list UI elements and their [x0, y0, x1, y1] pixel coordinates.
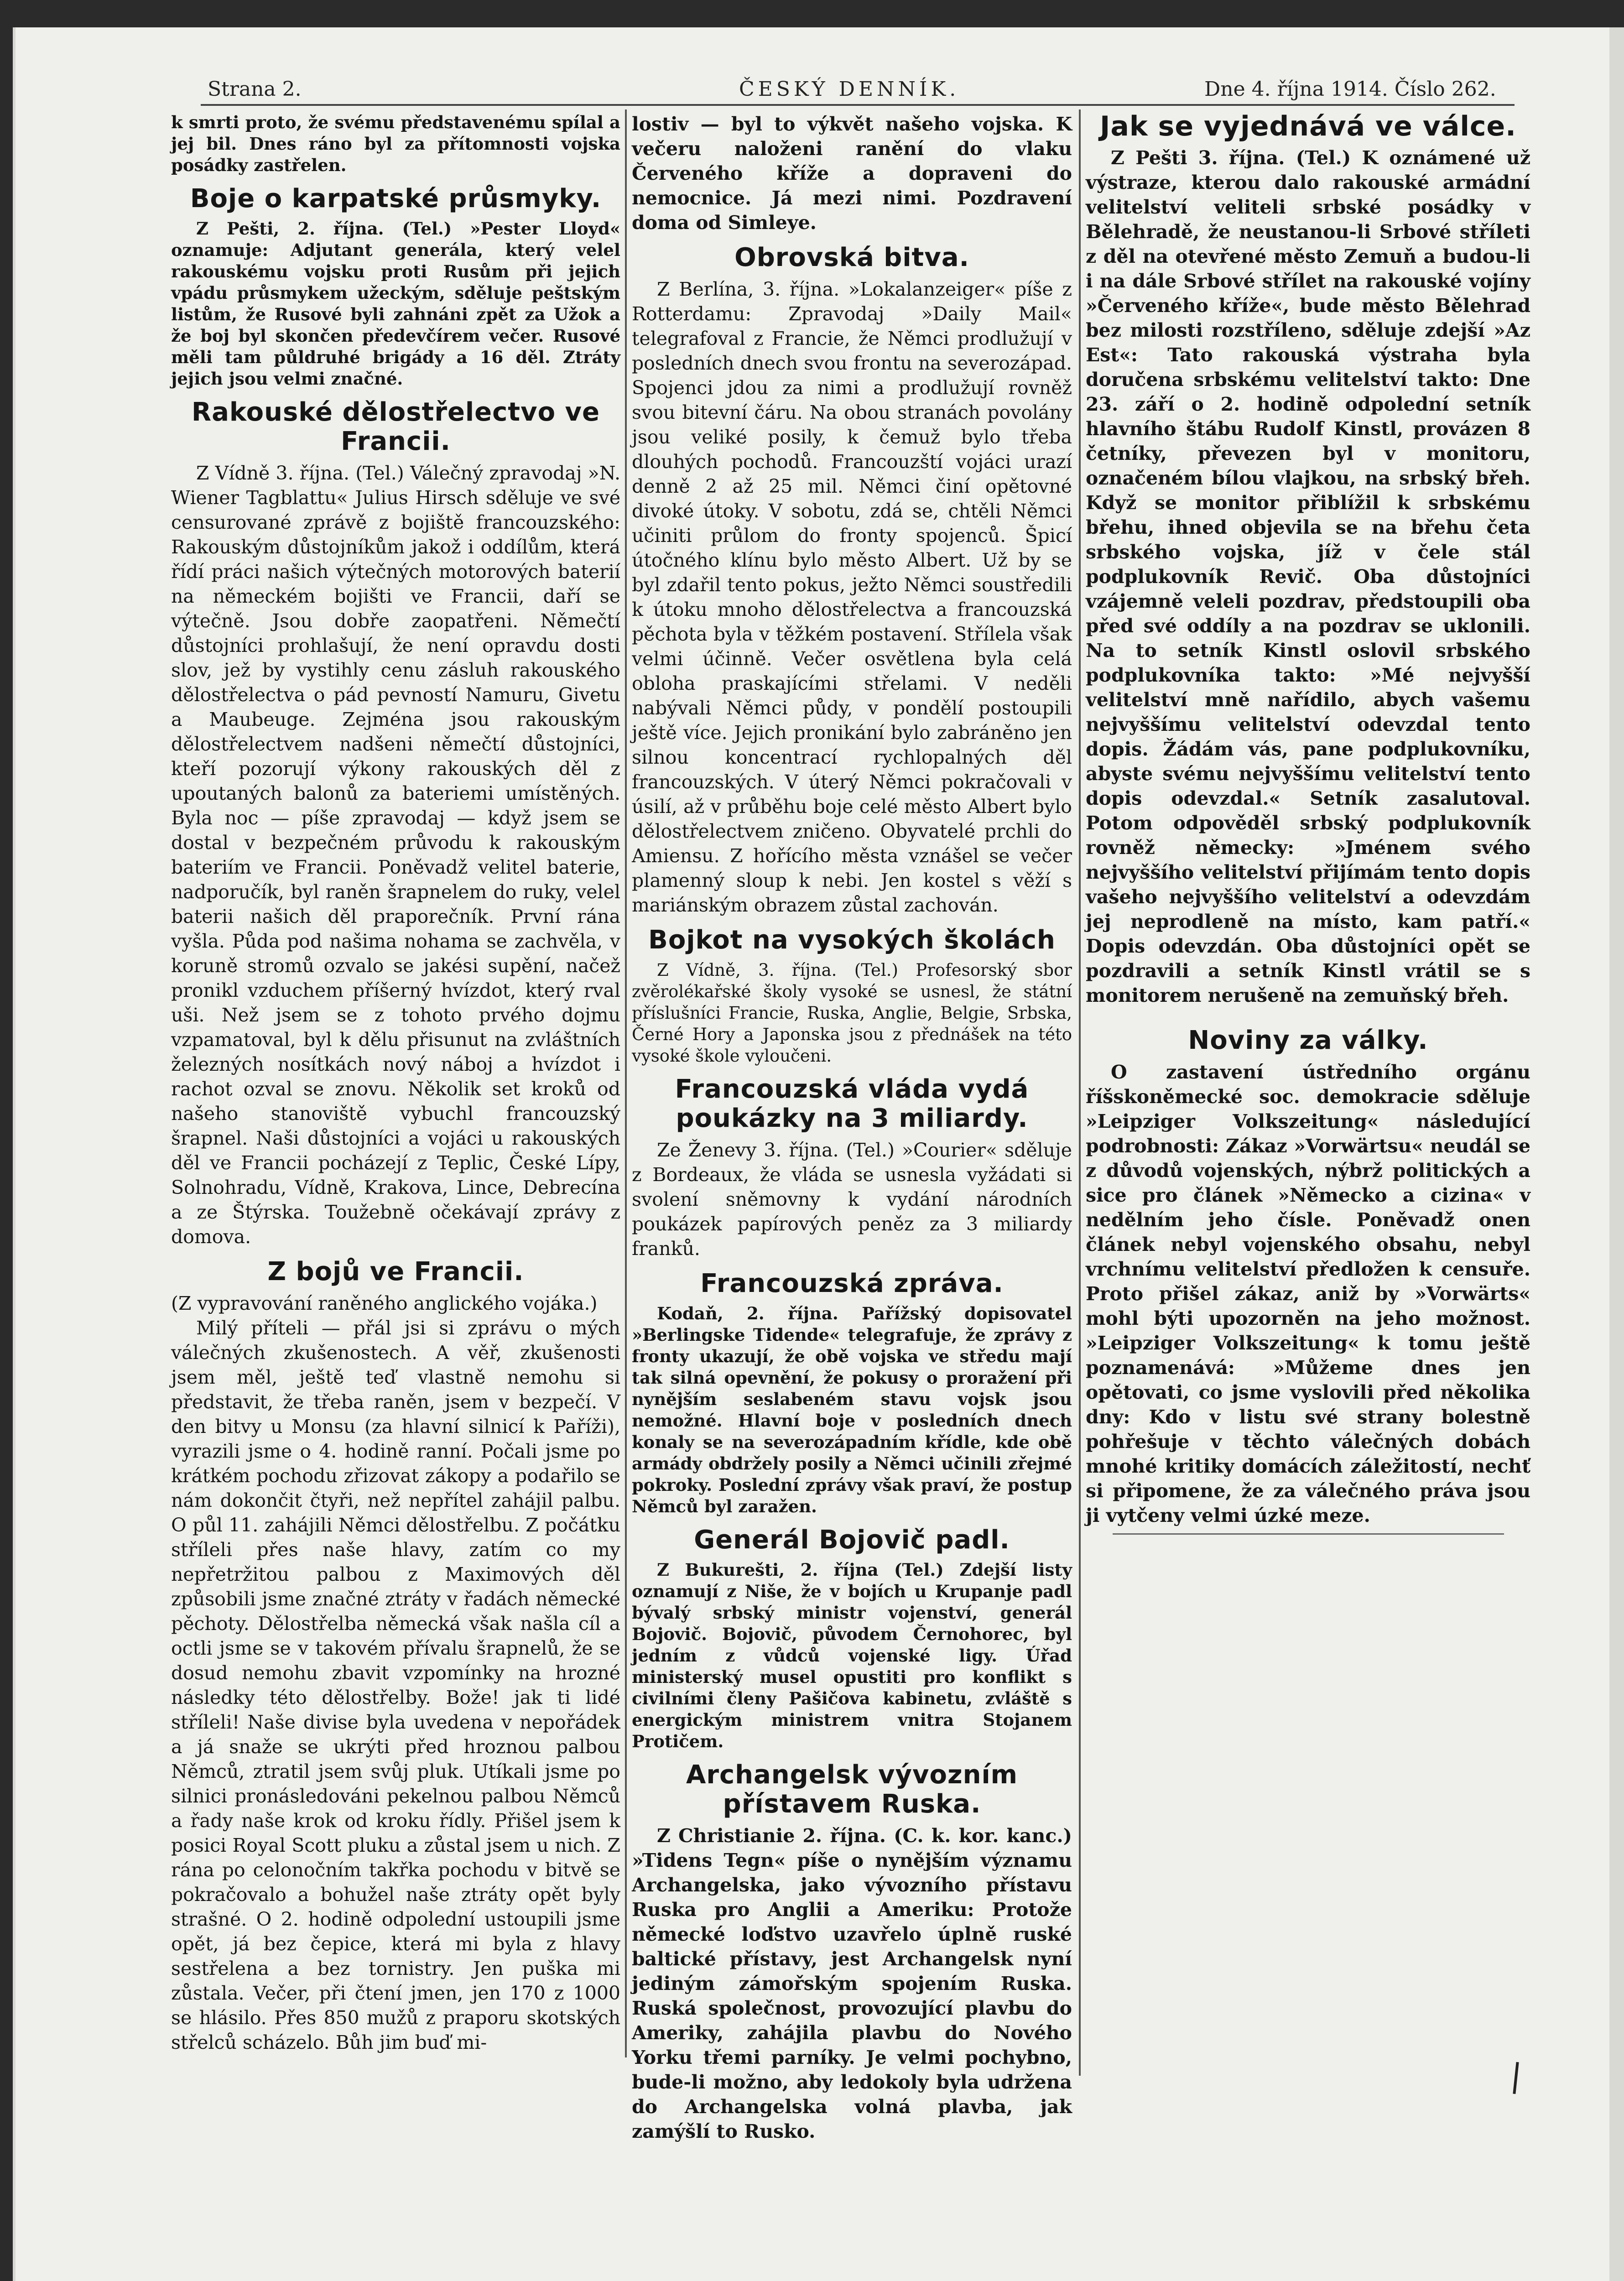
headline: Noviny za války.: [1188, 1026, 1428, 1055]
headline: Archangelsk vývozním přístavem Ruska.: [686, 1760, 1018, 1819]
article-text: Kodaň, 2. října. Pařížský dopisovatel »Berlingske Tidende« telegrafuje, že zprávy z fronty ukazují, že obě vojska ve středu mají tak silná opevnění, že pokusy o proražení při nynějším seslabeném stavu vojsk jsou nemožné. Hlavní boje v posledních dnech konaly se na severozápadním křídle, kde obě armády obdržely posily a Němci učinili zřejmé pokroky. Poslední zprávy však praví, že postup Němců byl zaražen.: [632, 1303, 1072, 1516]
article-text: Z Pešti, 2. října. (Tel.) »Pester Lloyd« oznamuje: Adjutant generála, který velel rakouskému vojsku proti Rusům při jejich vpádu průsmykem užeckým, sděluje peštským listům, že Rusové byli zahnáni zpět za Užok a že boj byl skončen předevčírem večer. Rusové měli tam půldruhé brigády a 16 děl. Ztráty jejich jsou velmi značné.: [171, 219, 620, 389]
column-2: [632, 112, 1072, 2144]
header-rule: [201, 104, 1515, 106]
headline: Boje o karpatské průsmyky.: [190, 184, 602, 214]
column-divider: [625, 109, 627, 2057]
column-1: [171, 112, 620, 2055]
article-end-rule: [1113, 1533, 1504, 1535]
page-edge: [1609, 27, 1624, 2281]
article-text: Z Berlína, 3. října. »Lokalanzeiger« píše z Rotterdamu: Zpravodaj »Daily Mail« telegrafoval z Francie, že Němci prodlužují v posledních dnech svou frontu na severozápad. Spojenci jdou za nimi a prodlužují rovněž svou bitevní čáru. Na obou stranách povolány jsou veliké posily, k čemuž bylo třeba dlouhých pochodů. Francouzští vojáci urazí denně 2 až 25 mil. Němci činí opětovné divoké útoky. V sobotu, zdá se, chtěli Němci učiniti průlom do fronty spojenců. Špicí útočného klínu bylo město Albert. Už by se byl zdařil tento pokus, ježto Němci soustředili k útoku mnoho dělostřelectva a francouzská pěchota byla v těžkém postavení. Střílela však velmi účinně. Večer osvětlena byla celá obloha praskajícími střelami. V neděli nabývali Němci půdy, v pondělí postoupili ještě více. Jejich pronikání bylo zabráněno jen silnou koncentrací rychlopalných děl francouzských. V úterý Němci pokračovali v úsilí, až v průběhu boje celé město Albert bylo dělostřelectvem zničeno. Obyvatelé prchli do Amiensu. Z hořícího města vznášel se večer plamenný sloup k nebi. Jen kostel s věží s mariánským obrazem zůstal zachován.: [632, 278, 1072, 916]
article-text: Milý příteli — přál jsi si zprávu o mých válečných zkušenostech. A věř, zkušenosti jsem měl, ještě teď vlastně nemohu si představit, že třeba raněn, jsem v bezpečí. V den bitvy u Monsu (za hlavní silnicí k Paříži), vyrazili jsme o 4. hodině ranní. Počali jsme po krátkém pochodu zřizovat zákopy a podařilo se nám dokončit čtyři, než nepřítel zahájil palbu. O půl 11. zahájili Němci dělostřelbu. Z počátku stříleli přes naše hlavy, zatím co my nepřetržitou palbou z Maximových děl způsobili jsme značné ztráty v řadách německé pěchoty. Dělostřelba německá však našla cíl a octli jsme se v takovém přívalu šrapnelů, že se dosud nemohu zbavit vzpomínky na hrozné následky této dělostřelby. Bože! jak ti lidé stříleli! Naše divise byla uvedena v nepořádek a já snaže se ukrýti před hroznou palbou Němců, ztratil jsem svůj pluk. Utíkali jsme po silnici pronásledováni pekelnou palbou Němců a řady naše krok od kroku řídly. Přišel jsem k posici Royal Scott pluku a zůstal jsem u nich. Z rána po celonočním takřka pochodu v bitvě se pokračovalo a bohužel naše ztráty opět byly strašné. O 2. hodině odpolední ustoupili jsme opět, já bez čepice, která mi byla z hlavy sestřelena a bez tornistry. Jen puška mi zůstala. Večer, při čtení jmen, jen 170 z 1000 se hlásilo. Přes 850 mužů z praporu skotských střelců scházelo. Bůh jim buď mi-: [171, 1317, 620, 2053]
headline: Francouzská zpráva.: [700, 1269, 1004, 1298]
article-text: Ze Ženevy 3. října. (Tel.) »Courier« sděluje z Bordeaux, že vláda se usnesla vyžádati si svolení sněmovny k vydání národních poukázek papírových peněz za 3 miliardy franků.: [632, 1139, 1072, 1260]
article-text: Z Bukurešti, 2. října (Tel.) Zdejší listy oznamují z Niše, že v bojích u Krupanje padl bývalý srbský ministr vojenství, generál Bojovič. Bojovič, původem Černohorec, byl jedním z vůdců vojenské ligy. Úřad ministerský musel opustiti pro konflikt s civilními členy Pašičova kabinetu, zvláště s energickým ministrem vnitra Stojanem Protičem.: [632, 1560, 1072, 1751]
headline: Z bojů ve Francii.: [267, 1257, 524, 1286]
headline: Obrovská bitva.: [734, 243, 969, 272]
headline: Rakouské dělostřelectvo ve Francii.: [191, 397, 600, 456]
article-text: Z Christianie 2. října. (C. k. kor. kanc.) »Tidens Tegn« píše o nynějším významu Archangelska, jako vývozního přístavu Ruska pro Anglii a Ameriku: Protože německé loďstvo uzavřelo úplně ruské baltické přístavy, jest Archangelsk nyní jediným zámořským spojením Ruska. Ruská společnost, provozující plavbu do Ameriky, zahájila plavbu do Nového Yorku třemi parníky. Je velmi pochybno, bude-li možno, aby ledokoly byla udržena do Archangelska volná plavba, jak zamýšlí to Rusko.: [632, 1825, 1072, 2142]
column-divider: [1079, 109, 1081, 2076]
article-text: Z Pešti 3. října. (Tel.) K oznámené už výstraze, kterou dalo rakouské armádní velitelství veliteli srbské posádky v Bělehradě, že neustanou-li Srbové stříleti z děl na otevřené město Zemuň a budou-li i na dále Srbové střílet na rakouské vojíny »Červeného kříže«, bude město Bělehrad bez milosti rozstříleno, sděluje zdejší »Az Est«: Tato rakouská výstraha byla doručena srbskému velitelství takto: Dne 23. září o 2. hodině odpolední setník hlavního štábu Rudolf Kinstl, provázen 8 četníky, převezen byl v monitoru, označeném bílou vlajkou, na srbský břeh. Když se monitor přiblížil k srbskému břehu, ihned objevila se na břehu četa srbského vojska, jíž v čele stál podplukovník Revič. Oba důstojníci vzájemně veleli pozdrav, předstoupili oba před své oddíly a na pozdrav se uklonili. Na to setník Kinstl oslovil srbského podplukovníka takto: »Mé nejvyšší velitelství mně nařídilo, abych vašemu nejvyššímu velitelství odevzdal tento dopis. Žádám vás, pane podplukovníku, abyste svému nejvyššímu velitelství tento dopis odevzdal.« Setník zasalutoval. Potom odpověděl srbský podplukovník rovněž německy: »Jménem svého nejvyššího velitelství přijímám tento dopis vašeho nejvyššího velitelství a odevzdám jej neprodleně na místo, kam patří.« Dopis odevzdán. Oba důstojníci opět se pozdravili a setník Kinstl vrátil se s monitorem nerušeně na zemuňský břeh.: [1086, 147, 1530, 1006]
headline: Generál Bojovič padl.: [694, 1525, 1010, 1555]
article-subtitle: (Z vypravování raněného anglického vojáka.): [171, 1292, 598, 1314]
headline: Jak se vyjednává ve válce.: [1100, 110, 1516, 142]
headline: Bojkot na vysokých školách: [648, 925, 1056, 955]
article-text: Z Vídně 3. října. (Tel.) Válečný zpravodaj »N. Wiener Tagblattu« Julius Hirsch sděluje ve své censurované zprávě z bojiště francouzského: Rakouským důstojníkům jakož i oddílům, která řídí práci našich výtečných motorových baterií na německém bojišti ve Francii, daří se výtečně. Jsou dobře zaopatřeni. Němečtí důstojníci prohlašují, že není opravdu dosti slov, jež by vystihly cenu zásluh rakouského dělostřelectva o pád pevností Namuru, Givetu a Maubeuge. Zejména jsou rakouským dělostřelectvem nadšeni němečtí důstojníci, kteří pozorují výkony rakouských děl z upoutaných balonů za bateriemi umístěných. Byla noc — píše zpravodaj — když jsem se dostal v bezpečném průvodu k rakouským bateriím ve Francii. Poněvadž velitel baterie, nadporučík, byl raněn šrapnelem do ruky, velel baterii našich děl praporečník. První rána vyšla. Půda pod našima nohama se zachvěla, v koruně stromů ozvalo se jakési supění, načež pronikl vzduchem příšerný hvízdot, který rval uši. Než jsem se z tohoto prvého dojmu vzpamatoval, byl k dělu přisunut na zvláštních železných nosítkách nový náboj a hvízdot i rachot ozval se znovu. Několik set kroků od našeho stanoviště vybuchl francouzský šrapnel. Naši důstojníci a vojáci u rakouských děl ve Francii pocházejí z Teplic, České Lípy, Solnohradu, Vídně, Krakova, Lince, Debrecína a ze Štýrska. Toužebně očekávají zprávy z domova.: [171, 462, 620, 1248]
article-continuation: k smrti proto, že svému představenému spílal a jej bil. Dnes ráno byl za přítomnosti vojska posádky zastřelen.: [171, 112, 620, 175]
issue-date: Dne 4. října 1914. Číslo 262.: [1204, 78, 1496, 101]
masthead-title: ČESKÝ DENNÍK.: [739, 78, 960, 101]
article-text: Z Vídně, 3. října. (Tel.) Profesorský sbor zvěrolékařské školy vysoké se usnesl, že státní příslušníci Francie, Ruska, Anglie, Belgie, Srbska, Černé Hory a Japonska jsou z přednášek na této vysoké škole vyloučeni.: [632, 960, 1072, 1066]
article-continuation: lostiv — byl to výkvět našeho vojska. K večeru naloženi ranění do vlaku Červeného kříže a dopraveni do nemocnice. Já mezi nimi. Pozdravení doma od Simleye.: [632, 113, 1072, 234]
headline: Francouzská vláda vydá poukázky na 3 miliardy.: [675, 1074, 1029, 1133]
page-number: Strana 2.: [208, 78, 302, 101]
article-text: O zastavení ústředního orgánu říšskoněmecké soc. demokracie sděluje »Leipziger Volkszeitung« následující podrobnosti: Zákaz »Vorwärtsu« neudál se z důvodů vojenských, nýbrž politických a sice pro článek »Německo a cizina« v nedělním jeho čísle. Poněvadž onen článek nebyl vojenského obsahu, nebyl vrchnímu velitelství předložen k censuře. Proto přišel zákaz, aniž by »Vorwärts« mohl býti upozorněn na jeho možnost. »Leipziger Volkszeitung« k tomu ještě poznamenává: »Můžeme dnes jen opětovati, co jsme vyslovili před několika dny: Kdo v listu své strany bolestně pohřešuje v těchto válečných dobách mnohé kritiky domácích záležitostí, nechť si připomene, že za válečného práva jsou ji vytčeny velmi úzké meze.: [1086, 1061, 1530, 1526]
column-3: [1086, 112, 1530, 1539]
